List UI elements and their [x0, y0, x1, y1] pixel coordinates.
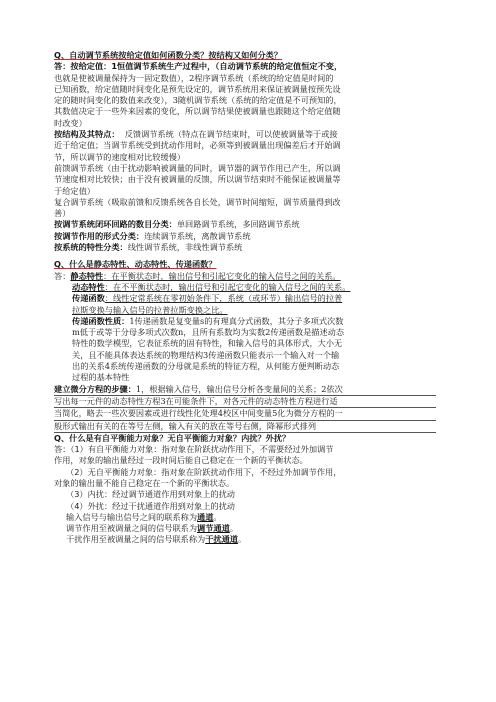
question-2-title: Q、什么是静态特性、动态特性、传递函数？: [54, 259, 217, 270]
tf-properties: [54, 316, 436, 327]
disturbance-channel-definition: 干扰作用至被调量之间的信号联系称为干扰通道。: [66, 534, 247, 545]
loop-text: 单回路调节系统，多回路调节系统: [176, 219, 300, 230]
channel-definition: 输入信号与输出信号之间的联系称为通道。: [66, 511, 222, 522]
structure-line-2: 节，所以调节的速度相对比较缓慢）: [54, 151, 186, 162]
question-1-title: Q、自动调节系统按给定值如何函数分类？按结构又如何分类？: [54, 50, 283, 60]
loop-label: 按调节系统闭环回路的数目分类：: [54, 219, 177, 230]
steps-line-3: 般形式输出有关的在等号左侧，输入有关的放在等号右侧，降幂形式排列: [54, 421, 436, 433]
static-label: 静态特性: [70, 270, 104, 281]
loop-classification: [54, 219, 436, 230]
structure-line-1: 近于给定值；当调节系统受到扰动作用时，必须等到被调量出现偏差后才开始调: [54, 140, 341, 151]
structure-line-7: 善）: [54, 208, 71, 219]
structure-label: 按结构及其特点：: [54, 129, 120, 140]
characteristic-text: 线性调节系统，非线性调节系统: [127, 242, 243, 253]
steps-label: 建立微分方程的步骤：: [54, 383, 136, 394]
channel-term-2: 干扰通道: [205, 534, 238, 545]
question-3-title: Q、什么是有自平衡能力对象？无自平衡能力对象？内扰？外扰？: [54, 432, 291, 443]
tf-properties-label: 传递函数性质：: [72, 315, 130, 326]
dynamic-text: ：在不平衡状态时，输出信号和引起它变化的输入信号之间的关系。: [104, 281, 351, 292]
tf-text-2: 拉斯变换与输入信号的拉普拉斯变换之比。: [72, 304, 228, 315]
tf-feature-3: 关，且不能具体表达系统的物理结构3传递函数只能表示一个输入对一个输: [72, 349, 340, 360]
structure-line-4: 节速度相对比较快；由于没有被调量的反馈，所以调节结束时不能保证被调量等: [54, 174, 341, 185]
characteristic-classification: [54, 242, 436, 253]
channel-term-1: 调节通道: [197, 523, 230, 534]
q3-line-4: （3）内扰：经过调节通道作用到对象上的扰动: [66, 489, 235, 500]
channel-text-0: 输入信号与输出信号之间的联系称为: [66, 511, 198, 522]
tf-text-1: ：线性定常系统在零初始条件下，系统（或环节）输出信号的拉普: [104, 293, 343, 304]
structure-paragraph: [54, 129, 436, 140]
q1-line-4: 其数值决定于一些外来因素的变化，所以调节结果使被调量也跟随这个给定值随: [54, 106, 341, 117]
q3-line-5: （4）外扰：经过干扰通道作用到对象上的扰动: [66, 500, 235, 511]
static-characteristic: 答：静态特性：在平衡状态时，输出信号和引起它变化的输入信号之间的关系。: [54, 270, 341, 281]
q1-line-0: 答：按给定值：1恒值调节系统生产过程中，（自动调节系统的给定值恒定不变，: [54, 61, 343, 72]
tf-feature-1: m低于或等于分母多项式次数n，且所有系数均为实数2传递函数是描述动态: [72, 327, 345, 338]
q1-line-5: 时改变）: [54, 117, 87, 128]
q3-line-0: 答：（1）有自平衡能力对象：指对象在阶跃扰动作用下，不需要经过外加调节: [54, 444, 334, 455]
q1-line-2: 已知函数，给定值随时间变化是预先设定的，调节系统用来保证被调量按预先设: [54, 83, 341, 94]
signal-classification: [54, 231, 436, 242]
channel-text-2: 干扰作用至被调量之间的信号联系称为: [66, 534, 206, 545]
tf-feature-0: 1传递函数是复变量s的有理真分式函数，其分子多项式次数: [129, 315, 344, 326]
channel-text-1: 调节作用至被调量之间的信号联系为: [66, 523, 198, 534]
steps-line-1: 写出每一元件的动态特性方程3在可能条件下，对各元件的动态特性方程进行适: [54, 396, 436, 408]
structure-line-5: 于给定值）: [54, 185, 95, 196]
q3-line-2: （2）无自平衡能力对象：指对象在阶跃扰动作用下，不经过外加调节作用，: [66, 466, 342, 477]
dynamic-label: 动态特性: [72, 281, 105, 292]
tf-feature-4: 出的关系4系统传递函数的分母就是系统的特征方程，从何能方便判断动态: [72, 361, 340, 372]
signal-text: 连续调节系统，离散调节系统: [144, 230, 251, 241]
structure-line-0: 反馈调节系统（特点在调节结束时，可以使被调量等于或接: [124, 129, 338, 140]
q3-line-1: 作用，对象的输出量经过一段时间后能自己稳定在一个新的平衡状态。: [54, 455, 308, 466]
structure-line-6: 复合调节系统（吸取前馈和反馈系统各自长处，调节时间缩短，调节质量得到改: [54, 196, 341, 207]
q3-line-3: 对象的输出量不能自己稳定在一个新的平衡状态。: [54, 477, 235, 488]
tf-feature-2: 特性的数学模型，它表征系统的固有特性，和输入信号的具体形式，大小无: [72, 338, 343, 349]
steps-line-2: 当简化，略去一些次要因素或进行线性化处理4校区中间变量5化为微分方程的一: [54, 408, 436, 420]
signal-label: 按调节作用的形式分类：: [54, 230, 145, 241]
control-channel-definition: 调节作用至被调量之间的信号联系为调节通道。: [66, 523, 238, 534]
static-text: ：在平衡状态时，输出信号和引起它变化的输入信号之间的关系。: [103, 270, 341, 281]
tf-label: 传递函数: [72, 293, 105, 304]
document-page: [54, 50, 436, 546]
differential-equation-steps: [54, 384, 436, 396]
channel-term-0: 通道: [197, 511, 214, 522]
characteristic-label: 按系统的特性分类：: [54, 242, 128, 253]
structure-line-3: 前馈调节系统（由于扰动影响被调量的同时，调节器的调节作用已产生，所以调: [54, 162, 341, 173]
transfer-function: [54, 293, 436, 304]
q1-line-3: 定的随时间变化的数值来改变），3随机调节系统（系统的给定值是不可预知的，: [54, 95, 342, 106]
q1-line-1: 也就是使被调量保持为一固定数值），2程序调节系统（系统的给定值是时间的: [54, 72, 334, 83]
dynamic-characteristic: [54, 282, 436, 293]
tf-feature-5: 过程的基本特性: [72, 372, 130, 383]
steps-line-0: 1，根据输入信号，输出信号分析各变量间的关系；2依次: [135, 383, 343, 394]
q1-line: [54, 61, 436, 72]
